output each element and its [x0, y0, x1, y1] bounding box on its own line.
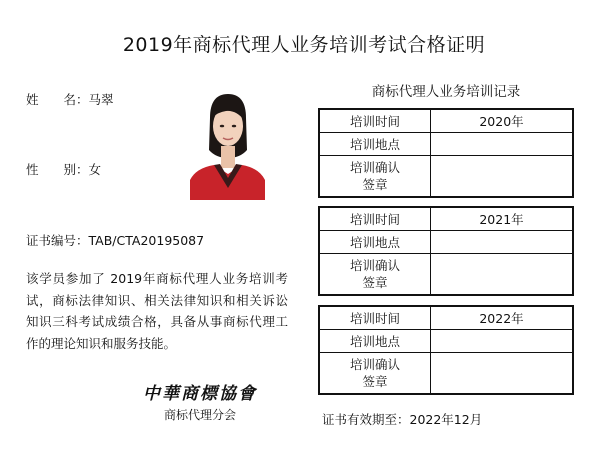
certificate-number-row	[26, 231, 204, 249]
training-confirm-value	[431, 353, 574, 395]
training-confirm-label	[319, 353, 431, 395]
training-place-label: 培训地点	[319, 330, 431, 353]
gender-row	[26, 160, 101, 178]
gender-value: 女	[88, 162, 102, 177]
certificate-title: 2019年商标代理人业务培训考试合格证明	[122, 34, 486, 56]
training-confirm-label-line2: 签章	[362, 374, 388, 389]
name-value: 马翠	[88, 92, 114, 107]
training-time-label: 培训时间	[319, 306, 431, 330]
training-place-value	[431, 133, 574, 156]
gender-label: 性 别：	[26, 162, 89, 177]
issuer-branch: 商标代理分会	[163, 408, 236, 422]
training-confirm-label-line2: 签章	[362, 275, 388, 290]
training-record-table	[318, 305, 574, 395]
training-time-label: 培训时间	[319, 109, 431, 133]
training-year: 2020年	[431, 109, 574, 133]
name-label: 姓 名：	[26, 92, 89, 107]
training-confirm-label	[319, 254, 431, 296]
training-place-label: 培训地点	[319, 231, 431, 254]
training-year: 2021年	[431, 207, 574, 231]
id-photo	[190, 88, 265, 200]
issuer-seal: 中華商標協會	[143, 384, 257, 404]
name-row	[26, 90, 114, 108]
validity-date: 证书有效期至：2022年12月	[322, 412, 483, 427]
training-confirm-label-line1: 培训确认	[349, 258, 400, 273]
certificate-number-label: 证书编号：	[26, 233, 89, 248]
training-record-table	[318, 206, 574, 296]
training-confirm-label-line1: 培训确认	[349, 357, 400, 372]
certificate-number-value: TAB/CTA20195087	[88, 233, 205, 248]
qualification-statement: 该学员参加了 2019年商标代理人业务培训考试，商标法律知识、相关法律知识和相关诉讼知识三科考试成绩合格，具备从事商标代理工作的理论知识和服务技能。	[26, 271, 288, 351]
training-place-value	[431, 231, 574, 254]
training-year: 2022年	[431, 306, 574, 330]
training-confirm-label-line2: 签章	[362, 177, 388, 192]
training-confirm-value	[431, 254, 574, 296]
training-record-title: 商标代理人业务培训记录	[371, 84, 521, 100]
training-confirm-value	[431, 156, 574, 198]
training-confirm-label-line1: 培训确认	[349, 160, 400, 175]
training-time-label: 培训时间	[319, 207, 431, 231]
training-confirm-label	[319, 156, 431, 198]
training-place-value	[431, 330, 574, 353]
training-record-table	[318, 108, 574, 198]
training-place-label: 培训地点	[319, 133, 431, 156]
